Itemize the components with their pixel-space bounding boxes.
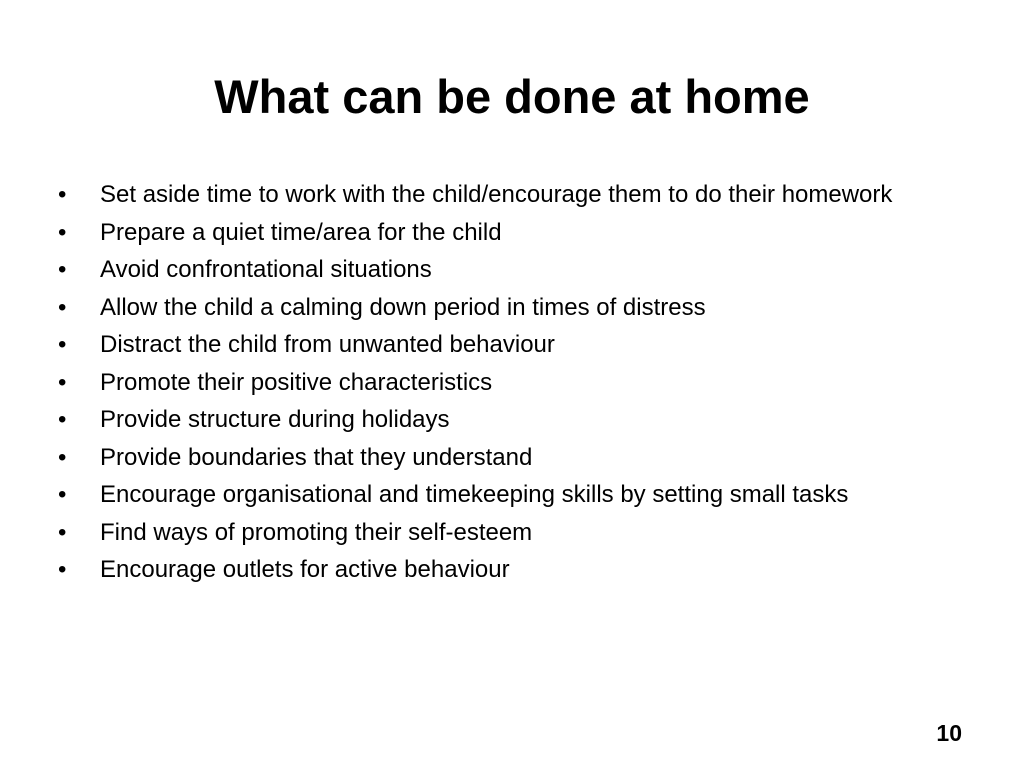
bullet-text: Avoid confrontational situations	[100, 256, 432, 283]
bullet-item	[58, 180, 958, 210]
bullet-marker: •	[58, 368, 67, 396]
bullet-item	[58, 518, 958, 548]
bullet-text: Encourage outlets for active behaviour	[100, 556, 510, 583]
bullet-item	[58, 330, 958, 360]
bullet-marker: •	[58, 181, 67, 208]
bullet-marker: •	[58, 556, 67, 583]
bullet-item	[58, 480, 958, 510]
bullet-text: Promote their positive characteristics	[100, 368, 493, 396]
bullet-marker: •	[58, 406, 67, 433]
bullet-item	[58, 555, 958, 585]
bullet-text: Encourage organisational and timekeeping skills by setting small tasks	[100, 481, 849, 508]
bullet-text: Allow the child a calming down period in times of distress	[100, 293, 706, 321]
bullet-item	[58, 368, 958, 398]
bullet-text: Find ways of promoting their self-esteem	[100, 518, 533, 546]
bullet-marker: •	[58, 293, 67, 321]
bullet-item	[58, 443, 958, 473]
bullet-marker: •	[58, 331, 67, 358]
bullet-marker: •	[58, 481, 67, 508]
bullet-item	[58, 255, 958, 285]
bullet-marker: •	[58, 218, 67, 246]
bullet-text: Distract the child from unwanted behaviour	[100, 331, 555, 358]
bullet-text: Set aside time to work with the child/encourage them to do their homework	[100, 181, 893, 208]
bullet-marker: •	[58, 256, 67, 283]
bullet-list	[58, 180, 958, 593]
bullet-text: Prepare a quiet time/area for the child	[100, 218, 502, 246]
bullet-text: Provide structure during holidays	[100, 406, 450, 433]
bullet-text: Provide boundaries that they understand	[100, 443, 533, 471]
slide-title: What can be done at home	[214, 70, 810, 123]
bullet-marker: •	[58, 518, 67, 546]
bullet-item	[58, 293, 958, 323]
page-number: 10	[936, 720, 962, 746]
bullet-item	[58, 405, 958, 435]
bullet-item	[58, 218, 958, 248]
bullet-marker: •	[58, 443, 67, 471]
